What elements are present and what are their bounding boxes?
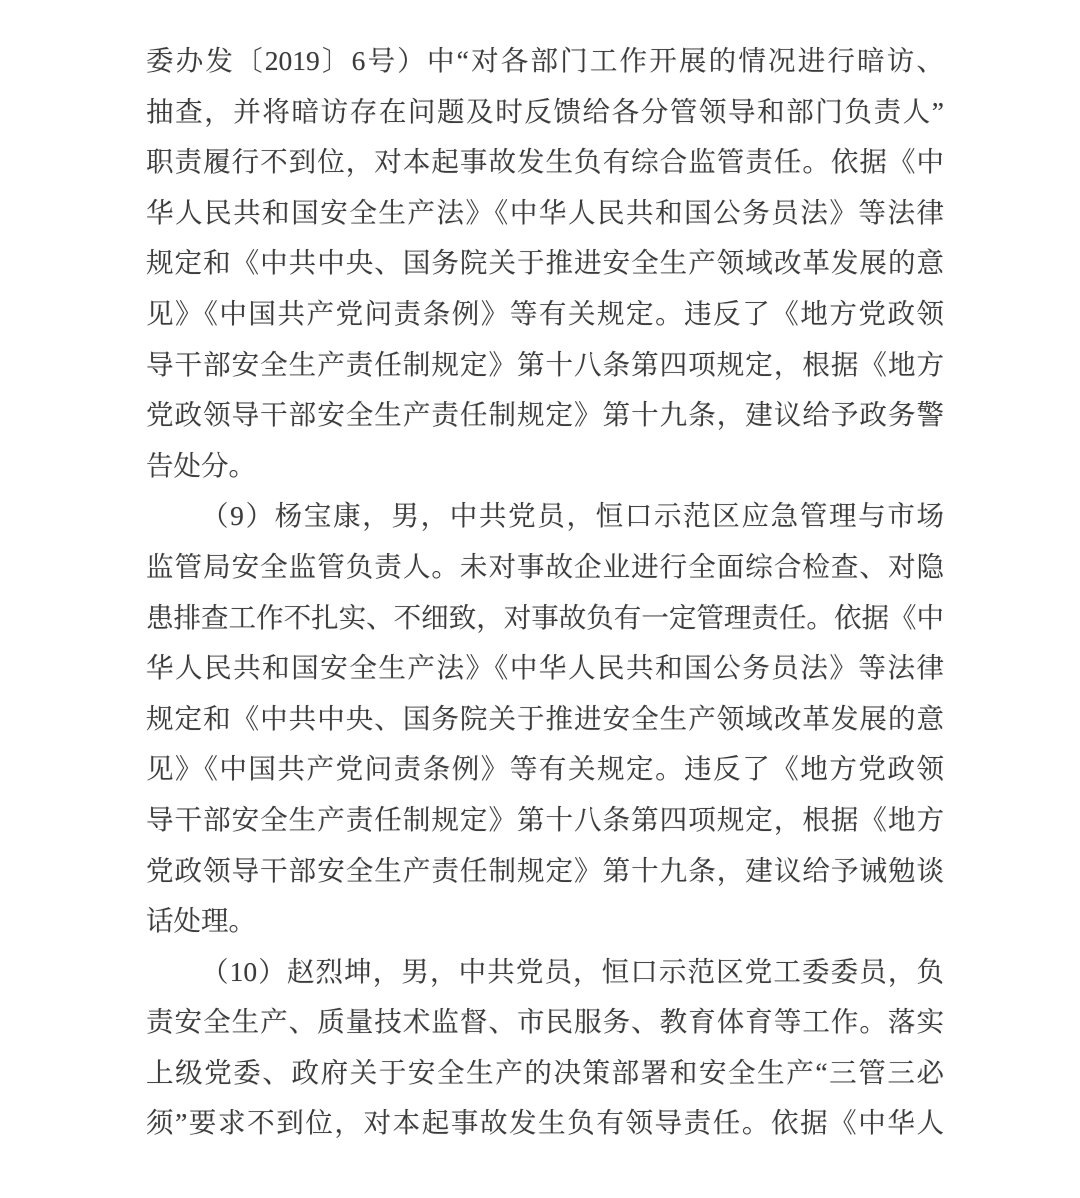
text-line: 上级党委、政府关于安全生产的决策部署和安全生产“三管三必 (146, 1056, 944, 1088)
document-text-block (146, 36, 944, 1149)
paragraph-item-10 (146, 947, 944, 1149)
text-line: 党政领导干部安全生产责任制规定》第十九条，建议给予诫勉谈 (146, 854, 944, 886)
text-line: 华人民共和国安全生产法》《中华人民共和国公务员法》等法律 (146, 652, 944, 684)
paragraph-continuation (146, 36, 944, 491)
text-line: 华人民共和国安全生产法》《中华人民共和国公务员法》等法律 (146, 196, 944, 228)
text-line: 话处理。 (146, 905, 256, 937)
text-line: 告处分。 (146, 449, 256, 481)
text-line: 职责履行不到位，对本起事故发生负有综合监管责任。依据《中 (146, 146, 944, 178)
text-line: （10）赵烈坤，男，中共党员，恒口示范区党工委委员，负 (201, 955, 944, 987)
text-line: 抽查，并将暗访存在问题及时反馈给各分管领导和部门负责人” (146, 95, 944, 127)
text-line: 监管局安全监管负责人。未对事故企业进行全面综合检查、对隐 (146, 550, 944, 582)
text-line: 见》《中国共产党问责条例》等有关规定。违反了《地方党政领 (146, 297, 944, 329)
text-line: 责安全生产、质量技术监督、市民服务、教育体育等工作。落实 (146, 1006, 944, 1038)
paragraph-item-9 (146, 491, 944, 946)
text-line: 规定和《中共中央、国务院关于推进安全生产领域改革发展的意 (146, 702, 944, 734)
text-line: 导干部安全生产责任制规定》第十八条第四项规定，根据《地方 (146, 803, 944, 835)
text-line: 委办发〔2019〕6号）中“对各部门工作开展的情况进行暗访、 (146, 45, 944, 76)
text-line: 导干部安全生产责任制规定》第十八条第四项规定，根据《地方 (146, 348, 944, 380)
text-line: 须”要求不到位，对本起事故发生负有领导责任。依据《中华人 (146, 1107, 944, 1139)
text-line: 见》《中国共产党问责条例》等有关规定。违反了《地方党政领 (146, 753, 944, 785)
text-line: 党政领导干部安全生产责任制规定》第十九条，建议给予政务警 (146, 399, 944, 431)
text-line: 规定和《中共中央、国务院关于推进安全生产领域改革发展的意 (146, 247, 944, 279)
text-line: （9）杨宝康，男，中共党员，恒口示范区应急管理与市场 (201, 500, 944, 532)
text-line: 患排查工作不扎实、不细致，对事故负有一定管理责任。依据《中 (146, 601, 944, 633)
